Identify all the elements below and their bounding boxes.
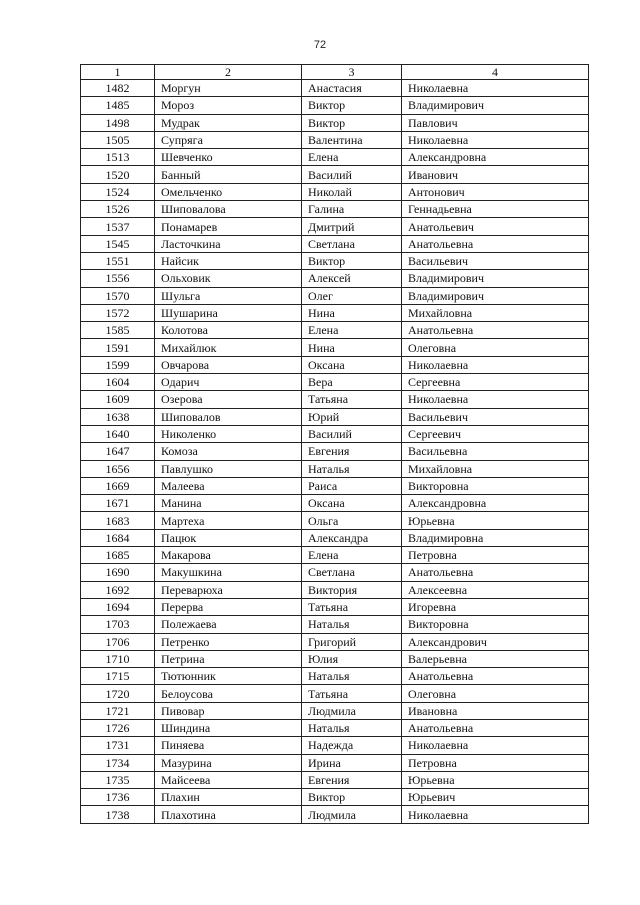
surname-cell: Пиняева [155, 737, 302, 754]
table-row [81, 114, 589, 131]
first-name-cell: Юрий [302, 408, 402, 425]
surname-cell: Понамарев [155, 218, 302, 235]
table-row [81, 183, 589, 200]
table-row [81, 719, 589, 736]
surname-cell: Озерова [155, 391, 302, 408]
patronymic-cell: Михайловна [402, 304, 589, 321]
patronymic-cell: Петровна [402, 754, 589, 771]
surname-cell: Колотова [155, 322, 302, 339]
table-row [81, 771, 589, 788]
patronymic-cell: Олеговна [402, 685, 589, 702]
table-row [81, 443, 589, 460]
row-number-cell: 1640 [81, 425, 155, 442]
patronymic-cell: Николаевна [402, 737, 589, 754]
first-name-cell: Виктор [302, 252, 402, 269]
first-name-cell: Наталья [302, 668, 402, 685]
table-row [81, 806, 589, 823]
table-row [81, 547, 589, 564]
patronymic-cell: Николаевна [402, 131, 589, 148]
row-number-cell: 1694 [81, 598, 155, 615]
table-header [81, 65, 589, 80]
patronymic-cell: Анатольевич [402, 218, 589, 235]
row-number-cell: 1692 [81, 581, 155, 598]
first-name-cell: Елена [302, 149, 402, 166]
patronymic-cell: Александрович [402, 633, 589, 650]
patronymic-cell: Ивановна [402, 702, 589, 719]
surname-cell: Макушкина [155, 564, 302, 581]
first-name-cell: Людмила [302, 806, 402, 823]
first-name-cell: Нина [302, 304, 402, 321]
surname-cell: Мороз [155, 97, 302, 114]
patronymic-cell: Сергеевич [402, 425, 589, 442]
patronymic-cell: Анатольевна [402, 322, 589, 339]
first-name-cell: Василий [302, 166, 402, 183]
first-name-cell: Елена [302, 547, 402, 564]
table-row [81, 252, 589, 269]
patronymic-cell: Валерьевна [402, 650, 589, 667]
row-number-cell: 1710 [81, 650, 155, 667]
first-name-cell: Надежда [302, 737, 402, 754]
row-number-cell: 1715 [81, 668, 155, 685]
table-row [81, 564, 589, 581]
surname-cell: Комоза [155, 443, 302, 460]
patronymic-cell: Сергеевна [402, 374, 589, 391]
table-row [81, 668, 589, 685]
patronymic-cell: Александровна [402, 149, 589, 166]
surname-cell: Переварюха [155, 581, 302, 598]
row-number-cell: 1671 [81, 495, 155, 512]
surname-cell: Плахин [155, 789, 302, 806]
table-row [81, 633, 589, 650]
first-name-cell: Татьяна [302, 391, 402, 408]
patronymic-cell: Анатольевна [402, 719, 589, 736]
table-row [81, 339, 589, 356]
first-name-cell: Юлия [302, 650, 402, 667]
table-row [81, 598, 589, 615]
row-number-cell: 1551 [81, 252, 155, 269]
page-number: 72 [313, 39, 327, 51]
first-name-cell: Наталья [302, 719, 402, 736]
surname-cell: Перерва [155, 598, 302, 615]
row-number-cell: 1591 [81, 339, 155, 356]
patronymic-cell: Анатольевна [402, 668, 589, 685]
row-number-cell: 1684 [81, 529, 155, 546]
row-number-cell: 1585 [81, 322, 155, 339]
first-name-cell: Виктор [302, 114, 402, 131]
surname-cell: Макарова [155, 547, 302, 564]
surname-cell: Супряга [155, 131, 302, 148]
patronymic-cell: Владимирович [402, 270, 589, 287]
register-table [80, 64, 589, 824]
patronymic-cell: Николаевна [402, 391, 589, 408]
first-name-cell: Людмила [302, 702, 402, 719]
table-row [81, 218, 589, 235]
first-name-cell: Светлана [302, 235, 402, 252]
row-number-cell: 1736 [81, 789, 155, 806]
row-number-cell: 1570 [81, 287, 155, 304]
first-name-cell: Анастасия [302, 80, 402, 97]
table-row [81, 235, 589, 252]
table-row [81, 425, 589, 442]
row-number-cell: 1706 [81, 633, 155, 650]
row-number-cell: 1505 [81, 131, 155, 148]
patronymic-cell: Павлович [402, 114, 589, 131]
surname-cell: Моргун [155, 80, 302, 97]
surname-cell: Найсик [155, 252, 302, 269]
row-number-cell: 1638 [81, 408, 155, 425]
row-number-cell: 1721 [81, 702, 155, 719]
first-name-cell: Василий [302, 425, 402, 442]
row-number-cell: 1482 [81, 80, 155, 97]
patronymic-cell: Владимирович [402, 97, 589, 114]
first-name-cell: Виктория [302, 581, 402, 598]
surname-cell: Пивовар [155, 702, 302, 719]
first-name-cell: Валентина [302, 131, 402, 148]
patronymic-cell: Юрьевна [402, 512, 589, 529]
patronymic-cell: Владимировна [402, 529, 589, 546]
table-row [81, 97, 589, 114]
surname-cell: Полежаева [155, 616, 302, 633]
table-row [81, 477, 589, 494]
table-row [81, 287, 589, 304]
table-row [81, 149, 589, 166]
first-name-cell: Татьяна [302, 685, 402, 702]
table-row [81, 529, 589, 546]
surname-cell: Мартеха [155, 512, 302, 529]
first-name-cell: Дмитрий [302, 218, 402, 235]
patronymic-cell: Михайловна [402, 460, 589, 477]
patronymic-cell: Васильевна [402, 443, 589, 460]
surname-cell: Павлушко [155, 460, 302, 477]
patronymic-cell: Игоревна [402, 598, 589, 615]
patronymic-cell: Васильевич [402, 252, 589, 269]
surname-cell: Пацюк [155, 529, 302, 546]
first-name-cell: Светлана [302, 564, 402, 581]
column-header-1: 1 [81, 65, 155, 80]
table-row [81, 391, 589, 408]
table-row [81, 356, 589, 373]
column-header-2: 2 [155, 65, 302, 80]
first-name-cell: Григорий [302, 633, 402, 650]
row-number-cell: 1720 [81, 685, 155, 702]
row-number-cell: 1556 [81, 270, 155, 287]
first-name-cell: Оксана [302, 495, 402, 512]
surname-cell: Петрина [155, 650, 302, 667]
patronymic-cell: Юрьевич [402, 789, 589, 806]
row-number-cell: 1609 [81, 391, 155, 408]
patronymic-cell: Викторовна [402, 477, 589, 494]
table-row [81, 702, 589, 719]
row-number-cell: 1647 [81, 443, 155, 460]
table-row [81, 322, 589, 339]
row-number-cell: 1604 [81, 374, 155, 391]
surname-cell: Манина [155, 495, 302, 512]
table-row [81, 495, 589, 512]
table-row [81, 616, 589, 633]
first-name-cell: Алексей [302, 270, 402, 287]
surname-cell: Плахотина [155, 806, 302, 823]
patronymic-cell: Владимирович [402, 287, 589, 304]
patronymic-cell: Александровна [402, 495, 589, 512]
first-name-cell: Ирина [302, 754, 402, 771]
row-number-cell: 1690 [81, 564, 155, 581]
row-number-cell: 1599 [81, 356, 155, 373]
first-name-cell: Вера [302, 374, 402, 391]
surname-cell: Овчарова [155, 356, 302, 373]
first-name-cell: Татьяна [302, 598, 402, 615]
row-number-cell: 1731 [81, 737, 155, 754]
first-name-cell: Елена [302, 322, 402, 339]
row-number-cell: 1669 [81, 477, 155, 494]
first-name-cell: Евгения [302, 771, 402, 788]
table-row [81, 201, 589, 218]
row-number-cell: 1513 [81, 149, 155, 166]
surname-cell: Малеева [155, 477, 302, 494]
first-name-cell: Раиса [302, 477, 402, 494]
table-row [81, 408, 589, 425]
patronymic-cell: Алексеевна [402, 581, 589, 598]
surname-cell: Банный [155, 166, 302, 183]
first-name-cell: Виктор [302, 97, 402, 114]
patronymic-cell: Олеговна [402, 339, 589, 356]
table-row [81, 737, 589, 754]
table-row [81, 166, 589, 183]
first-name-cell: Александра [302, 529, 402, 546]
table-row [81, 374, 589, 391]
row-number-cell: 1735 [81, 771, 155, 788]
surname-cell: Шевченко [155, 149, 302, 166]
surname-cell: Михайлюк [155, 339, 302, 356]
first-name-cell: Олег [302, 287, 402, 304]
patronymic-cell: Николаевна [402, 356, 589, 373]
patronymic-cell: Геннадьевна [402, 201, 589, 218]
row-number-cell: 1524 [81, 183, 155, 200]
table-row [81, 512, 589, 529]
first-name-cell: Евгения [302, 443, 402, 460]
row-number-cell: 1498 [81, 114, 155, 131]
surname-cell: Белоусова [155, 685, 302, 702]
column-header-4: 4 [402, 65, 589, 80]
table-row [81, 460, 589, 477]
surname-cell: Ольховик [155, 270, 302, 287]
first-name-cell: Наталья [302, 460, 402, 477]
patronymic-cell: Иванович [402, 166, 589, 183]
surname-cell: Петренко [155, 633, 302, 650]
row-number-cell: 1520 [81, 166, 155, 183]
row-number-cell: 1485 [81, 97, 155, 114]
first-name-cell: Оксана [302, 356, 402, 373]
patronymic-cell: Викторовна [402, 616, 589, 633]
patronymic-cell: Юрьевна [402, 771, 589, 788]
patronymic-cell: Антонович [402, 183, 589, 200]
surname-cell: Одарич [155, 374, 302, 391]
row-number-cell: 1545 [81, 235, 155, 252]
patronymic-cell: Анатольевна [402, 235, 589, 252]
surname-cell: Шиповалова [155, 201, 302, 218]
surname-cell: Николенко [155, 425, 302, 442]
table-row [81, 80, 589, 97]
column-header-3: 3 [302, 65, 402, 80]
table-row [81, 581, 589, 598]
surname-cell: Ласточкина [155, 235, 302, 252]
row-number-cell: 1738 [81, 806, 155, 823]
surname-cell: Шиндина [155, 719, 302, 736]
table-body [81, 80, 589, 824]
row-number-cell: 1572 [81, 304, 155, 321]
surname-cell: Шушарина [155, 304, 302, 321]
first-name-cell: Галина [302, 201, 402, 218]
surname-cell: Шульга [155, 287, 302, 304]
surname-cell: Мазурина [155, 754, 302, 771]
first-name-cell: Николай [302, 183, 402, 200]
patronymic-cell: Петровна [402, 547, 589, 564]
row-number-cell: 1656 [81, 460, 155, 477]
surname-cell: Мудрак [155, 114, 302, 131]
first-name-cell: Наталья [302, 616, 402, 633]
table-row [81, 270, 589, 287]
patronymic-cell: Васильевич [402, 408, 589, 425]
patronymic-cell: Николаевна [402, 806, 589, 823]
table-row [81, 754, 589, 771]
row-number-cell: 1726 [81, 719, 155, 736]
table-row [81, 304, 589, 321]
patronymic-cell: Николаевна [402, 80, 589, 97]
table-row [81, 650, 589, 667]
surname-cell: Тютюнник [155, 668, 302, 685]
table-row [81, 789, 589, 806]
patronymic-cell: Анатольевна [402, 564, 589, 581]
row-number-cell: 1683 [81, 512, 155, 529]
row-number-cell: 1537 [81, 218, 155, 235]
row-number-cell: 1703 [81, 616, 155, 633]
table-row [81, 685, 589, 702]
first-name-cell: Ольга [302, 512, 402, 529]
row-number-cell: 1526 [81, 201, 155, 218]
row-number-cell: 1734 [81, 754, 155, 771]
table-row [81, 131, 589, 148]
header-row [81, 65, 589, 80]
first-name-cell: Нина [302, 339, 402, 356]
first-name-cell: Виктор [302, 789, 402, 806]
row-number-cell: 1685 [81, 547, 155, 564]
surname-cell: Омельченко [155, 183, 302, 200]
surname-cell: Шиповалов [155, 408, 302, 425]
surname-cell: Майсеева [155, 771, 302, 788]
